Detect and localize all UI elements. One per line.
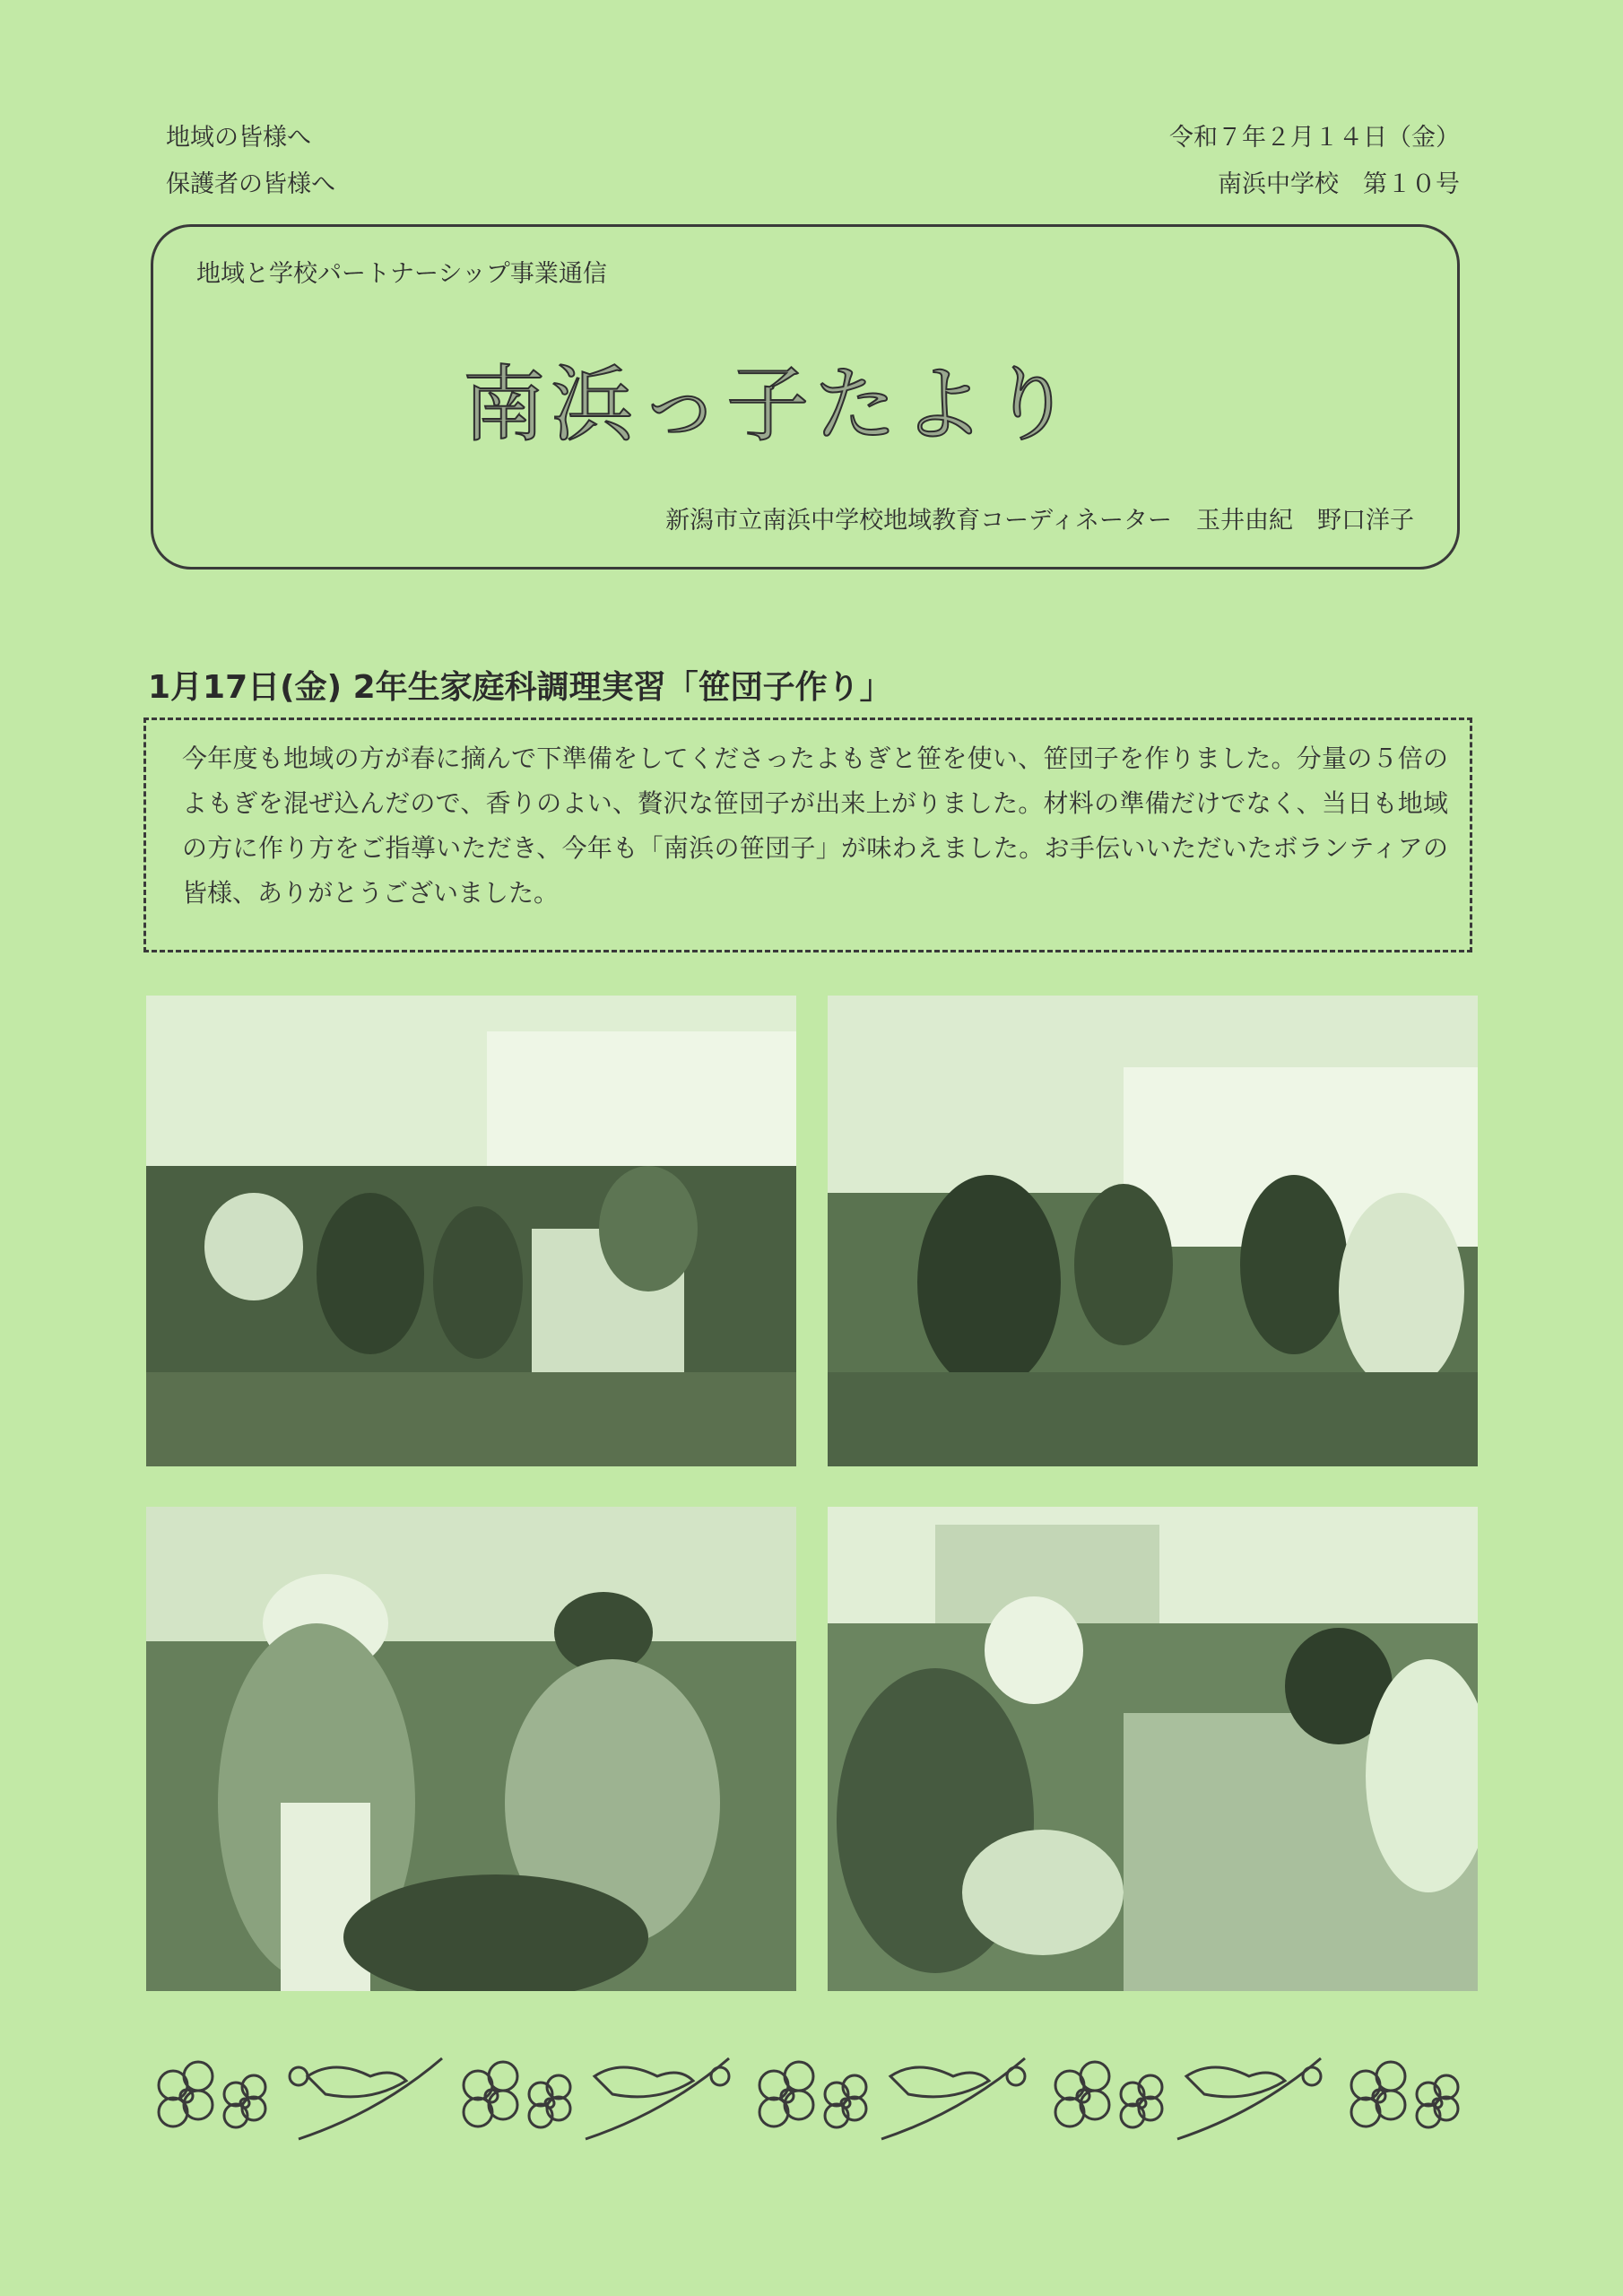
flower-icon bbox=[159, 2062, 213, 2126]
photo-volunteer-teaching bbox=[146, 1507, 796, 1991]
bird-branch-icon bbox=[881, 2058, 1025, 2139]
recipient-guardians: 保護者の皆様へ bbox=[166, 170, 335, 198]
flower-icon bbox=[825, 2075, 866, 2127]
article-headline: 1月17日(金) 2年生家庭科調理実習「笹団子作り」 bbox=[148, 669, 892, 706]
bird-branch-icon bbox=[586, 2058, 729, 2139]
article-body: 今年度も地域の方が春に摘んで下準備をしてくださったよもぎと笹を使い、笹団子を作りました。分量の５倍のよもぎを混ぜ込んだので、香りのよい、贅沢な笹団子が出来上がりました。材料の準備だけでなく、当日も地域の方に作り方をご指導いただき、今年も「南浜の笹団子」が味わえました。お手伝いいただいたボランティアの皆様、ありがとうございました。 bbox=[143, 718, 1472, 952]
recipient-community: 地域の皆様へ bbox=[166, 124, 311, 152]
flower-icon bbox=[529, 2075, 570, 2127]
flower-icon bbox=[1055, 2062, 1109, 2126]
flower-icon bbox=[1351, 2062, 1405, 2126]
photo-grid bbox=[146, 996, 1473, 1991]
masthead-subtitle: 地域と学校パートナーシップ事業通信 bbox=[196, 260, 607, 288]
flower-icon bbox=[759, 2062, 813, 2126]
flower-icon bbox=[1121, 2075, 1162, 2127]
masthead-title: 南浜っ子たより bbox=[463, 357, 1079, 453]
flower-icon bbox=[224, 2075, 265, 2127]
masthead-coordinators: 新潟市立南浜中学校地域教育コーディネーター 玉井由紀 野口洋子 bbox=[665, 507, 1414, 535]
bird-branch-icon bbox=[1177, 2058, 1321, 2139]
issue-info bbox=[1169, 115, 1460, 208]
flower-icon bbox=[1417, 2075, 1458, 2127]
photo-students-making-dango bbox=[828, 1507, 1478, 1991]
issue-date: 令和７年２月１４日（金） bbox=[1169, 124, 1460, 152]
masthead-box bbox=[151, 224, 1460, 570]
photo-cooking-room-wide bbox=[146, 996, 796, 1466]
decorative-border bbox=[146, 2040, 1473, 2148]
recipients bbox=[166, 115, 335, 208]
photo-students-group bbox=[828, 996, 1478, 1466]
bird-branch-icon bbox=[290, 2058, 442, 2139]
flower-icon bbox=[464, 2062, 517, 2126]
issue-number: 南浜中学校 第１０号 bbox=[1218, 170, 1460, 198]
